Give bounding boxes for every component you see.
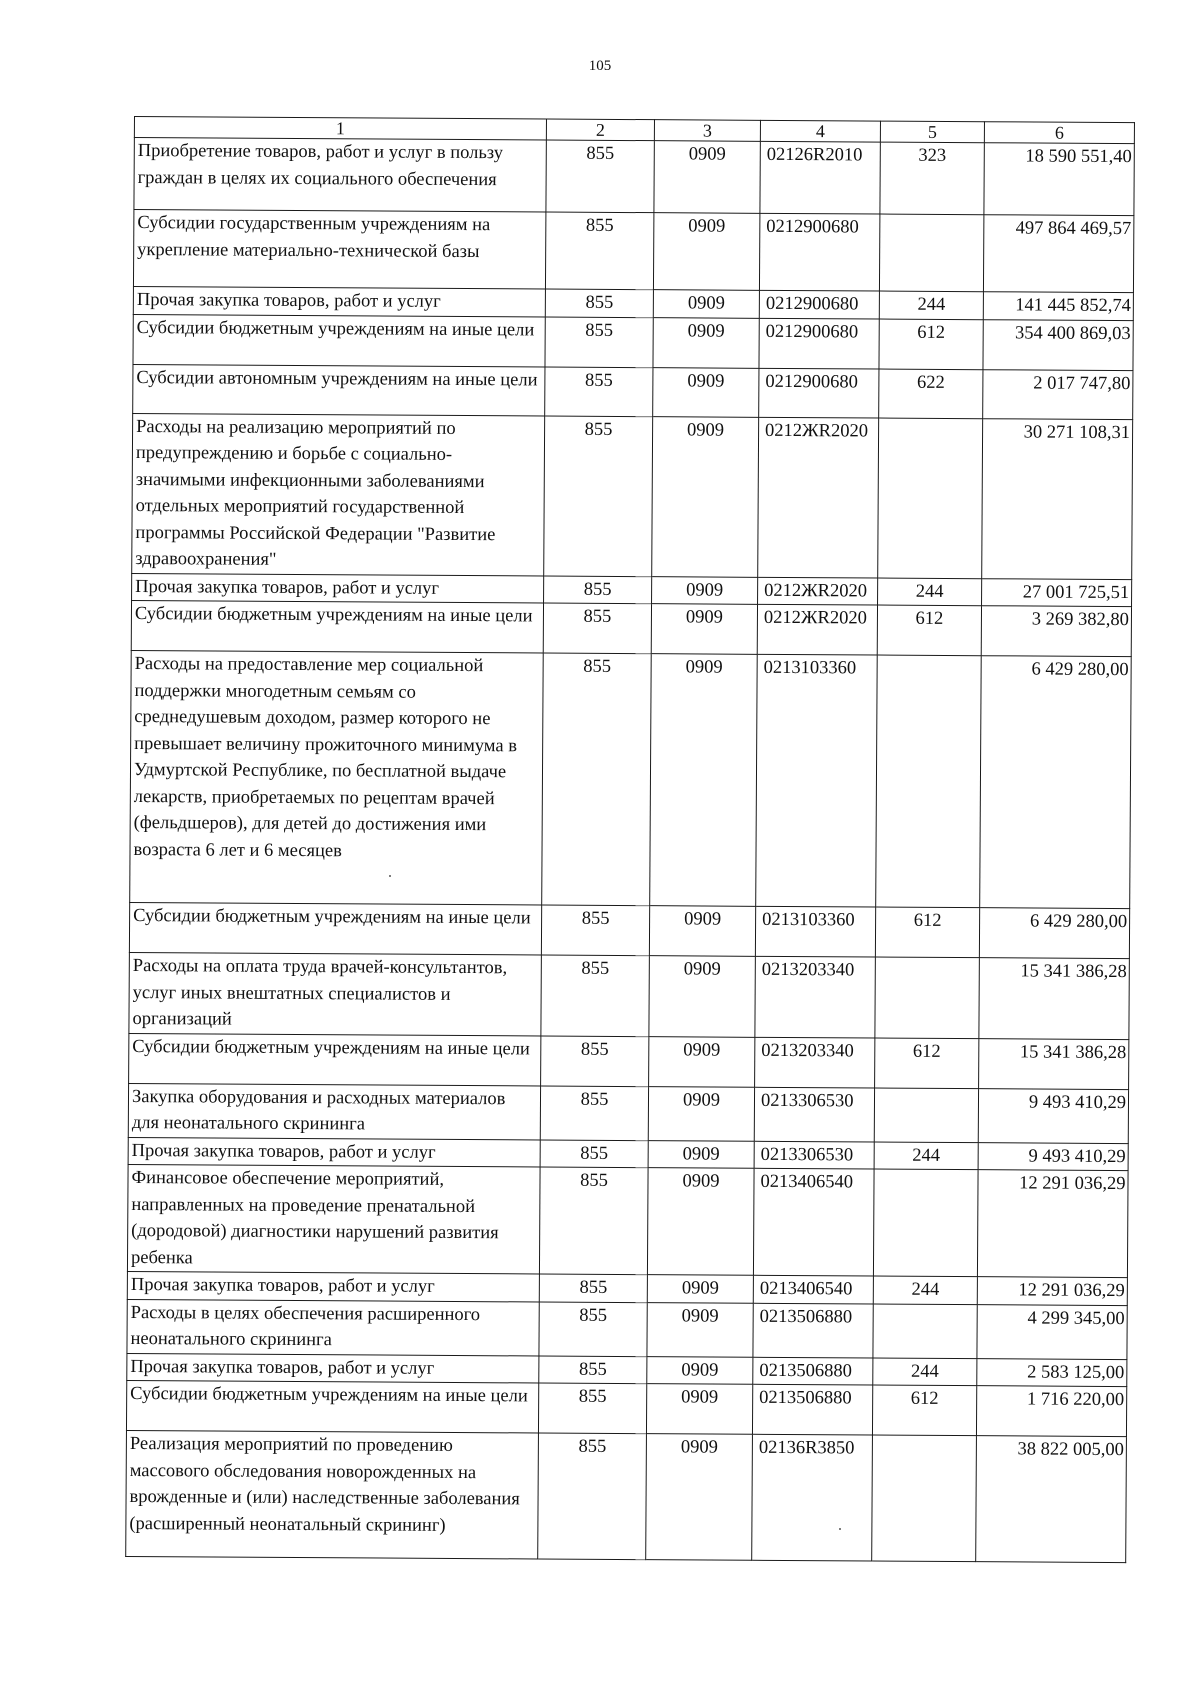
header-cell: 6: [984, 122, 1134, 144]
grbs-cell: 855: [538, 1433, 647, 1560]
budget-table: [125, 116, 1135, 1563]
table-row: [131, 600, 1131, 656]
grbs-cell: 855: [539, 1355, 647, 1383]
expense-type-cell: [876, 655, 982, 908]
header-cell: 5: [880, 121, 984, 143]
expense-type-cell: 323: [880, 142, 984, 215]
section-cell: 0909: [648, 1086, 754, 1141]
row-name-cell: Расходы на предоставление мер социальной поддержки многодетным семьям со среднедушевым доходом, размер которого не превышает величину прожиточного минимума в Удмуртской Республике, по бесплатной выдаче лекарств, приобретаемых по рецептам врачей (фельдшеров), для детей до достижения ими возраста 6 лет и 6 месяцев: [130, 650, 544, 905]
section-cell: 0909: [646, 1434, 753, 1561]
amount-cell: 15 341 386,28: [979, 1038, 1129, 1089]
row-name-cell: Субсидии бюджетным учреждениям на иные цели: [126, 1380, 538, 1433]
amount-cell: 6 429 280,00: [979, 908, 1129, 959]
target-code-cell: 0213506880: [753, 1357, 873, 1385]
section-cell: 0909: [651, 604, 757, 655]
row-name-cell: Прочая закупка товаров, работ и услуг: [128, 1137, 540, 1167]
row-name-cell: Субсидии государственным учреждениям на укрепление материально-технической базы: [133, 210, 545, 290]
target-code-cell: 0213103360: [755, 906, 875, 957]
amount-cell: 15 341 386,28: [979, 958, 1129, 1039]
target-code-cell: 0213306530: [754, 1087, 874, 1142]
table-row: [126, 1380, 1126, 1436]
grbs-cell: 855: [541, 955, 649, 1036]
row-name-cell: Субсидии бюджетным учреждениям на иные цели: [129, 902, 541, 955]
grbs-cell: 855: [545, 317, 653, 368]
grbs-cell: 855: [540, 1140, 648, 1168]
amount-cell: 9 493 410,29: [978, 1088, 1128, 1143]
section-cell: 0909: [647, 1356, 753, 1384]
table-row: [130, 650, 1132, 908]
amount-cell: 2 583 125,00: [977, 1358, 1127, 1386]
section-cell: 0909: [652, 576, 758, 604]
expense-type-cell: 622: [879, 369, 983, 419]
section-cell: 0909: [653, 317, 759, 368]
target-code-cell: 0213406540: [753, 1275, 873, 1303]
grbs-cell: 855: [544, 576, 652, 604]
expense-type-cell: 244: [878, 578, 982, 606]
row-name-cell: Расходы в целях обеспечения расширенного неонатального скрининга: [127, 1299, 539, 1356]
target-code-cell: 0212ЖR2020: [758, 417, 879, 578]
target-code-cell: 0212900680: [759, 213, 879, 291]
amount-cell: 27 001 725,51: [982, 578, 1132, 606]
target-code-cell: 02126R2010: [760, 141, 880, 214]
table-row: [134, 138, 1134, 216]
amount-cell: 4 299 345,00: [977, 1304, 1127, 1359]
table-row: [126, 1430, 1127, 1562]
section-cell: 0909: [649, 906, 755, 957]
amount-cell: 1 716 220,00: [976, 1386, 1126, 1437]
expense-type-cell: [873, 1304, 977, 1359]
table-row: [129, 952, 1129, 1039]
section-cell: 0909: [649, 956, 755, 1037]
target-code-cell: 0212900680: [759, 368, 879, 418]
expense-type-cell: [872, 1435, 977, 1562]
section-cell: 0909: [653, 290, 759, 318]
expense-type-cell: 612: [872, 1385, 976, 1436]
scan-speck: [389, 875, 391, 877]
section-cell: 0909: [647, 1302, 753, 1357]
expense-type-cell: [875, 957, 979, 1038]
grbs-cell: 855: [544, 416, 653, 577]
amount-cell: 2 017 747,80: [983, 369, 1133, 419]
target-code-cell: 0213103360: [756, 654, 878, 907]
grbs-cell: 855: [542, 653, 652, 906]
table-row: [127, 1164, 1128, 1277]
expense-type-cell: 244: [874, 1142, 978, 1170]
grbs-cell: 855: [545, 367, 653, 417]
expense-type-cell: 244: [873, 1358, 977, 1386]
table-row: [129, 1033, 1129, 1089]
target-code-cell: 0212900680: [759, 318, 879, 369]
expense-type-cell: 244: [879, 291, 983, 319]
grbs-cell: 855: [539, 1167, 648, 1275]
grbs-cell: 855: [545, 212, 653, 290]
expense-type-cell: 612: [875, 907, 979, 958]
table-row: [129, 902, 1129, 958]
amount-cell: 12 291 036,29: [977, 1277, 1127, 1305]
target-code-cell: 0212ЖR2020: [757, 604, 877, 655]
amount-cell: 18 590 551,40: [984, 143, 1134, 216]
amount-cell: 497 864 469,57: [983, 215, 1133, 293]
row-name-cell: Финансовое обеспечение мероприятий, направленных на проведение пренатальной (дородовой) диагностики нарушений развития ребенка: [127, 1164, 540, 1274]
amount-cell: 12 291 036,29: [977, 1170, 1128, 1278]
row-name-cell: Прочая закупка товаров, работ и услуг: [133, 286, 545, 316]
target-code-cell: 0213506880: [752, 1384, 872, 1435]
amount-cell: 6 429 280,00: [980, 656, 1132, 909]
expense-type-cell: [878, 418, 983, 579]
section-cell: 0909: [647, 1168, 754, 1276]
grbs-cell: 855: [541, 1036, 649, 1087]
section-cell: 0909: [648, 1140, 754, 1168]
row-name-cell: Закупка оборудования и расходных материалов для неонатального скрининга: [128, 1083, 540, 1140]
header-cell: 4: [760, 120, 880, 142]
target-code-cell: 0213406540: [753, 1168, 874, 1276]
row-name-cell: Прочая закупка товаров, работ и услуг: [127, 1271, 539, 1301]
expense-type-cell: [873, 1169, 978, 1277]
grbs-cell: 855: [541, 905, 649, 956]
grbs-cell: 855: [538, 1383, 646, 1434]
row-name-cell: Субсидии бюджетным учреждениям на иные цели: [133, 314, 545, 367]
section-cell: 0909: [653, 367, 759, 417]
row-name-cell: Приобретение товаров, работ и услуг в пользу граждан в целях их социального обеспечения: [134, 138, 546, 213]
header-cell: 2: [546, 119, 654, 141]
row-name-cell: Расходы на реализацию мероприятий по предупреждению и борьбе с социально-значимыми инфекционными заболеваниями отдельных мероприятий государственной программы Российской Федерации "Развитие здравоохранения": [132, 413, 545, 576]
grbs-cell: 855: [545, 289, 653, 317]
grbs-cell: 855: [546, 140, 654, 213]
amount-cell: 354 400 869,03: [983, 319, 1133, 370]
target-code-cell: 0213203340: [755, 1037, 875, 1088]
amount-cell: 38 822 005,00: [976, 1436, 1127, 1563]
row-name-cell: Субсидии бюджетным учреждениям на иные цели: [129, 1033, 541, 1086]
grbs-cell: 855: [539, 1301, 647, 1356]
expense-type-cell: 612: [879, 319, 983, 370]
expense-type-cell: 612: [877, 605, 981, 656]
section-cell: 0909: [646, 1384, 752, 1435]
expense-type-cell: [879, 214, 983, 292]
amount-cell: 141 445 852,74: [983, 292, 1133, 320]
page-number: 105: [588, 58, 612, 74]
section-cell: 0909: [649, 1036, 755, 1087]
table-row: [133, 314, 1133, 370]
row-name-cell: Субсидии бюджетным учреждениям на иные цели: [131, 600, 543, 653]
grbs-cell: 855: [543, 603, 651, 654]
section-cell: 0909: [647, 1275, 753, 1303]
table-body: [126, 138, 1135, 1563]
amount-cell: 3 269 382,80: [981, 606, 1131, 657]
table-row: [127, 1299, 1127, 1359]
grbs-cell: 855: [540, 1086, 648, 1141]
section-cell: 0909: [652, 416, 759, 577]
expense-type-cell: 244: [873, 1276, 977, 1304]
amount-cell: 30 271 108,31: [982, 418, 1133, 579]
header-cell: 1: [134, 117, 546, 141]
row-name-cell: Прочая закупка товаров, работ и услуг: [132, 573, 544, 603]
row-name-cell: Расходы на оплата труда врачей-консультантов, услуг иных внештатных специалистов и организаций: [129, 952, 541, 1035]
row-name-cell: Реализация мероприятий по проведению массового обследования новорожденных на врожденные и (или) наследственные заболевания (расширенный неонатальный скрининг): [126, 1430, 539, 1559]
section-cell: 0909: [653, 213, 759, 291]
row-name-cell: Прочая закупка товаров, работ и услуг: [127, 1353, 539, 1383]
amount-cell: 9 493 410,29: [978, 1142, 1128, 1170]
target-code-cell: 0212900680: [759, 290, 879, 318]
section-cell: 0909: [654, 141, 760, 214]
target-code-cell: 0212ЖR2020: [758, 577, 878, 605]
target-code-cell: 0213306530: [754, 1141, 874, 1169]
header-cell: 3: [654, 120, 760, 142]
table-row: [133, 364, 1133, 419]
table-row: [133, 210, 1133, 293]
expense-type-cell: 612: [875, 1038, 979, 1089]
target-code-cell: 0213506880: [753, 1303, 873, 1358]
grbs-cell: 855: [539, 1274, 647, 1302]
table-row: [132, 413, 1133, 579]
row-name-cell: Субсидии автономным учреждениям на иные цели: [133, 364, 545, 416]
target-code-cell: 0213203340: [755, 956, 875, 1037]
section-cell: 0909: [650, 654, 758, 907]
table-row: [128, 1083, 1128, 1143]
target-code-cell: 02136R3850: [752, 1434, 873, 1561]
scan-speck: [839, 1528, 841, 1530]
expense-type-cell: [874, 1088, 978, 1143]
